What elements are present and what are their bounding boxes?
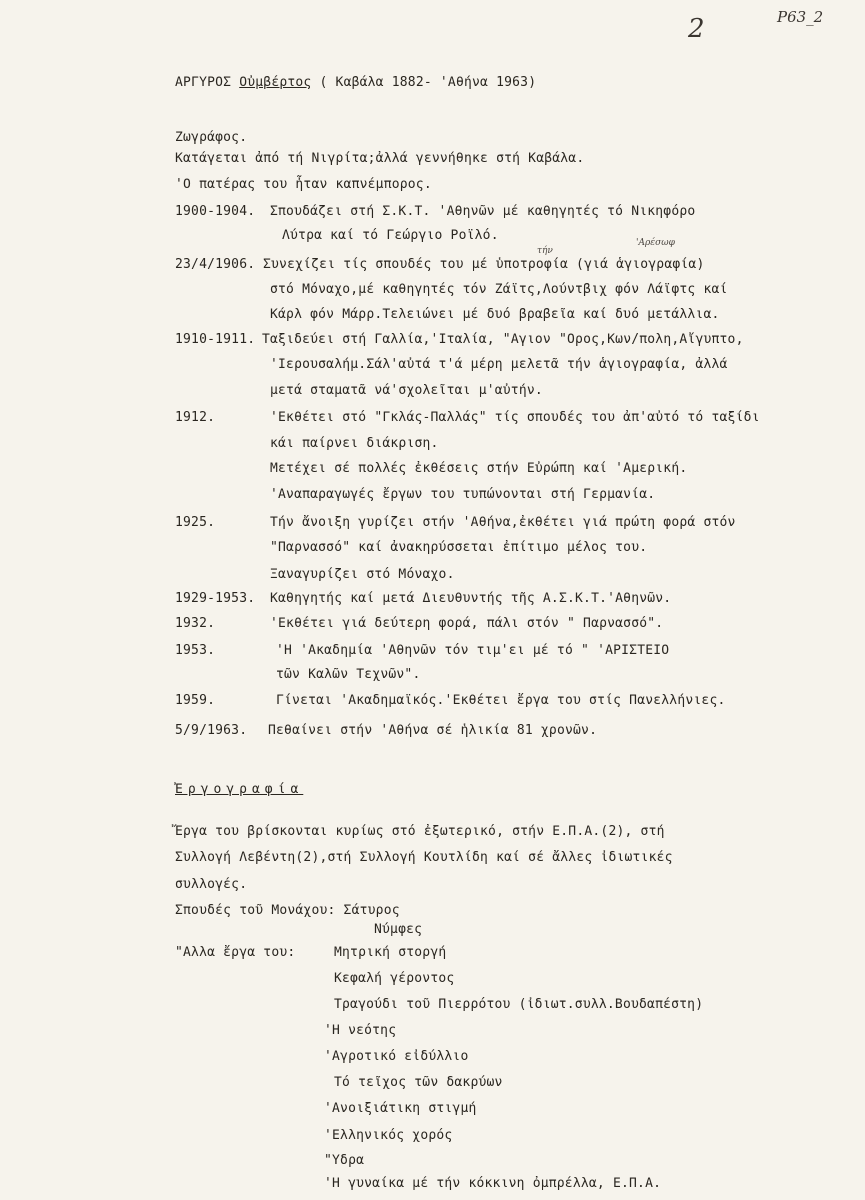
work-item: "Υδρα [324, 1153, 365, 1168]
entry-line: 'Η 'Ακαδημία 'Αθηνῶν τόν τιμ'ει μέ τό " 'ΑΡΙΣΤΕΙΟ [276, 643, 670, 658]
archive-code-mark: P63_2 [777, 8, 824, 26]
entry-date: 1953. [175, 643, 216, 658]
entry-line: Μετέχει σέ πολλές ἐκθέσεις στήν Εὐρώπη καί 'Αμερική. [270, 461, 688, 476]
work-item: Μητρική στοργή [334, 945, 447, 960]
work-item: Τό τεῖχος τῶν δακρύων [334, 1075, 503, 1090]
entry-line: Γίνεται 'Ακαδημαϊκός.'Εκθέτει ἔργα του στίς Πανελλήνιες. [276, 693, 726, 708]
entry-line: 'Αναπαραγωγές ἔργων του τυπώνονται στή Γερμανία. [270, 487, 656, 502]
work-item: Κεφαλή γέροντος [334, 971, 455, 986]
entry-line: 'Ιερουσαλήμ.Σάλ'αὐτά τ'ά μέρη μελετᾶ τήν ἁγιογραφία, ἀλλά [270, 357, 728, 372]
page-number-mark: 2 [688, 14, 705, 44]
bio-role: Ζωγράφος. [175, 130, 248, 145]
entry-line: στό Μόναχο,μέ καθηγητές τόν Ζάϊτς,Λούντβιχ φόν Λάϊφτς καί [270, 282, 728, 297]
entry-date: 5/9/1963. [175, 723, 248, 738]
entry-line: 'Εκθέτει γιά δεύτερη φορά, πάλι στόν " Παρνασσό". [270, 616, 664, 631]
title-name: Οὐμβέρτος [239, 75, 312, 90]
entry-date: 1910-1911. [175, 332, 256, 347]
works-heading: Ἐργογραφία [175, 782, 304, 797]
work-item: 'Ανοιξιάτικη στιγμή [324, 1101, 477, 1116]
work-item: 'Η γυναίκα μέ τήν κόκκινη ὀμπρέλλα, Ε.Π.Α. [324, 1176, 662, 1191]
entry-line: κάι παίρνει διάκριση. [270, 436, 439, 451]
title-dates: ( Καβάλα 1882- 'Αθήνα 1963) [319, 75, 537, 90]
handwritten-annotation: 'Αρέσωφ [636, 238, 675, 248]
entry-line: Λύτρα καί τό Γεώργιο Ροϊλό. [282, 228, 499, 243]
works-intro-line: Συλλογή Λεβέντη(2),στή Συλλογή Κουτλίδη καί σέ ἄλλες ἰδιωτικές [175, 850, 673, 865]
works-intro-line: συλλογές. [175, 877, 248, 892]
entry-date: 1925. [175, 515, 216, 530]
bio-father: 'Ο πατέρας του ἦταν καπνέμπορος. [175, 177, 432, 192]
entry-line: Κάρλ φόν Μάρρ.Τελειώνει μέ δυό βραβεῖα καί δυό μετάλλια. [270, 307, 720, 322]
page-title [175, 75, 536, 90]
entry-date: 1900-1904. [175, 204, 256, 219]
entry-line: 'Εκθέτει στό "Γκλάς-Παλλάς" τίς σπουδές του ἀπ'αὐτό τό ταξίδι [270, 410, 760, 425]
other-works-label: "Αλλα ἔργα του: [175, 945, 296, 960]
entry-line: Τήν ἄνοιξη γυρίζει στήν 'Αθήνα,ἐκθέτει γιά πρώτη φορά στόν [270, 515, 736, 530]
work-item: 'Αγροτικό εἰδύλλιο [324, 1049, 469, 1064]
entry-date: 23/4/1906. [175, 257, 256, 272]
entry-line: μετά σταματᾶ νά'σχολεῖται μ'αὐτήν. [270, 383, 543, 398]
entry-date: 1959. [175, 693, 216, 708]
entry-date: 1929-1953. [175, 591, 256, 606]
entry-line: Πεθαίνει στήν 'Αθήνα σέ ἡλικία 81 χρονῶν. [268, 723, 598, 738]
entry-line: Ταξιδεύει στή Γαλλία,'Ιταλία, "Αγιον "Ορος,Κων/πολη,Αἴγυπτο, [262, 332, 744, 347]
entry-line: "Παρνασσό" καί ἀνακηρύσσεται ἐπίτιμο μέλος του. [270, 540, 648, 555]
handwritten-annotation: τήν [537, 246, 553, 256]
entry-line: Καθηγητής καί μετά Διευθυντής τῆς Α.Σ.Κ.Τ.'Αθηνῶν. [270, 591, 672, 606]
entry-line: Σπουδάζει στή Σ.Κ.Τ. 'Αθηνῶν μέ καθηγητές τό Νικηφόρο [270, 204, 696, 219]
entry-date: 1912. [175, 410, 216, 425]
entry-line: Ξαναγυρίζει στό Μόναχο. [270, 567, 455, 582]
munich-studies-work: Νύμφες [374, 922, 423, 937]
works-intro-line: Ἔργα του βρίσκονται κυρίως στό ἐξωτερικό, στήν Ε.Π.Α.(2), στή [175, 824, 665, 839]
work-item: 'Η νεότης [324, 1023, 397, 1038]
title-surname: ΑΡΓΥΡΟΣ [175, 75, 232, 90]
work-item: Τραγούδι τοῦ Πιερρότου (ἰδιωτ.συλλ.Βουδαπέστη) [334, 997, 704, 1012]
entry-line: τῶν Καλῶν Τεχνῶν". [276, 667, 421, 682]
munich-studies-label: Σπουδές τοῦ Μονάχου: Σάτυρος [175, 903, 400, 918]
entry-date: 1932. [175, 616, 216, 631]
bio-origin: Κατάγεται ἀπό τή Νιγρίτα;ἀλλά γεννήθηκε στή Καβάλα. [175, 151, 585, 166]
work-item: 'Ελληνικός χορός [324, 1128, 453, 1143]
entry-line: Συνεχίζει τίς σπουδές του μέ ὑποτροφία (γιά ἁγιογραφία) [263, 257, 705, 272]
